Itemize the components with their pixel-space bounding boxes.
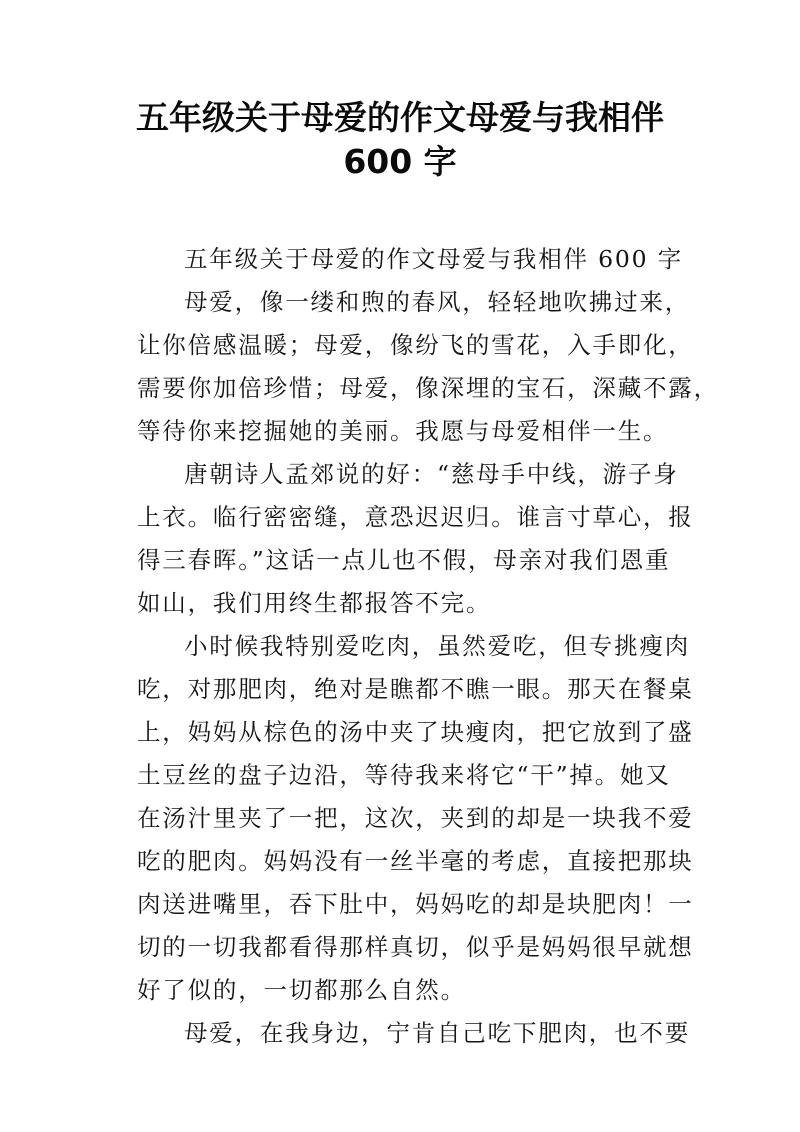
title-line-2: 600 字 bbox=[343, 142, 457, 181]
paragraph-line: 母爱，在我身边，宁肯自己吃下肥肉，也不要 bbox=[184, 1019, 690, 1047]
paragraph-line: 吃的肥肉。妈妈没有一丝半毫的考虑，直接把那块 bbox=[137, 847, 694, 875]
paragraph-line: 吃，对那肥肉，绝对是瞧都不瞧一眼。那天在餐桌 bbox=[137, 675, 694, 703]
title-line-1: 五年级关于母爱的作文母爱与我相伴 bbox=[136, 98, 664, 137]
paragraph-line: 五年级关于母爱的作文母爱与我相伴 600 字 bbox=[184, 245, 683, 273]
paragraph-line: 小时候我特别爱吃肉，虽然爱吃，但专挑瘦肉 bbox=[184, 632, 690, 660]
paragraph-line: 上衣。临行密密缝，意恐迟迟归。谁言寸草心，报 bbox=[137, 503, 694, 531]
paragraph-line: 让你倍感温暖；母爱，像纷飞的雪花，入手即化， bbox=[137, 331, 694, 359]
paragraph-story bbox=[137, 625, 694, 1012]
paragraph-line: 如山，我们用终生都报答不完。 bbox=[137, 589, 492, 617]
paragraph-poem bbox=[137, 453, 694, 625]
paragraph-line: 唐朝诗人孟郊说的好：“慈母手中线，游子身 bbox=[184, 460, 679, 488]
document-title bbox=[100, 96, 700, 184]
paragraph-line: 好了似的，一切都那么自然。 bbox=[137, 976, 466, 1004]
paragraph-closing bbox=[137, 1012, 690, 1055]
paragraph-line: 等待你来挖掘她的美丽。我愿与母爱相伴一生。 bbox=[137, 417, 669, 445]
paragraph-line: 需要你加倍珍惜；母爱，像深埋的宝石，深藏不露， bbox=[137, 374, 719, 402]
paragraph-line: 切的一切我都看得那样真切，似乎是妈妈很早就想 bbox=[137, 933, 694, 961]
paragraph-line: 上，妈妈从棕色的汤中夹了块瘦肉，把它放到了盛 bbox=[137, 718, 694, 746]
paragraph-line: 得三春晖。”这话一点儿也不假，母亲对我们恩重 bbox=[137, 546, 671, 574]
paragraph-line: 肉送进嘴里，吞下肚中，妈妈吃的却是块肥肉！一 bbox=[137, 890, 694, 918]
paragraph-line: 母爱，像一缕和煦的春风，轻轻地吹拂过来， bbox=[184, 288, 690, 316]
paragraph-line: 在汤汁里夹了一把，这次，夹到的却是一块我不爱 bbox=[137, 804, 694, 832]
paragraph-line: 土豆丝的盘子边沿，等待我来将它“干”掉。她又 bbox=[137, 761, 671, 789]
paragraph-subtitle bbox=[137, 238, 683, 281]
document-body bbox=[137, 238, 719, 1055]
paragraph-intro bbox=[137, 281, 719, 453]
